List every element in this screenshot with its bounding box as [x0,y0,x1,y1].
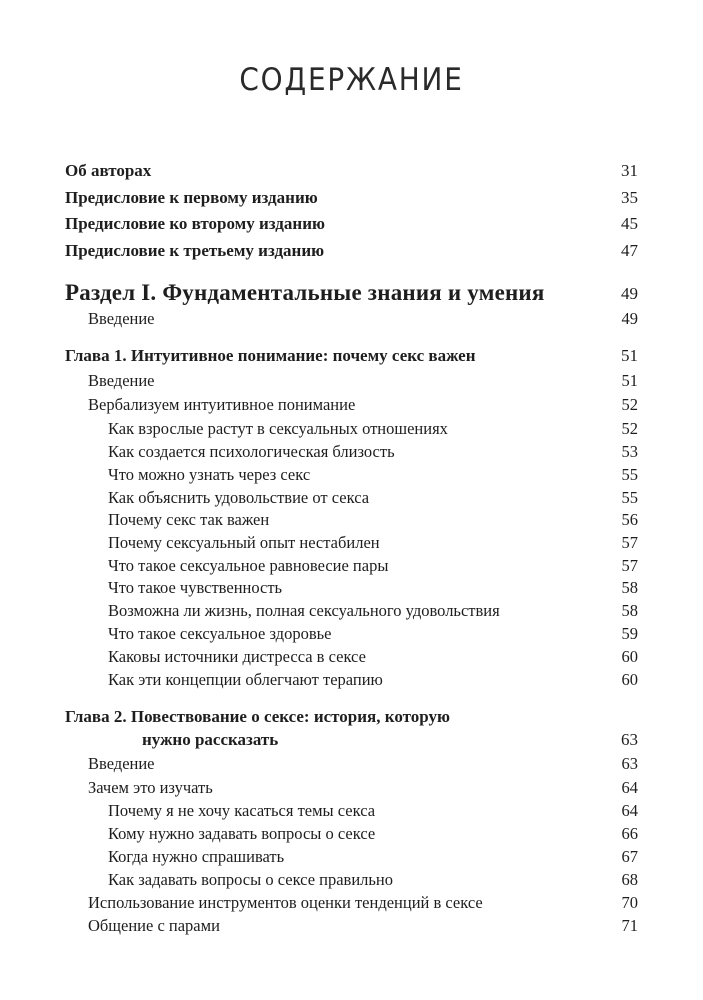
toc-entry-label: Кому нужно задавать вопросы о сексе [108,824,376,843]
toc-entry[interactable] [0,532,703,554]
page-title: СОДЕРЖАНИЕ [239,62,464,98]
toc-entry[interactable] [0,441,703,463]
toc-entry[interactable] [0,669,703,691]
toc-entry-label: Каковы источники дистресса в сексе [108,647,366,666]
toc-entry-page: 51 [621,346,638,365]
toc-entry-page: 55 [621,465,638,484]
toc-entry[interactable] [0,577,703,599]
toc-entry[interactable] [0,487,703,509]
toc-entry[interactable] [0,308,703,330]
toc-entry[interactable] [0,823,703,845]
toc-entry-label: Почему секс так важен [108,510,270,529]
toc-chapter-heading[interactable] [0,706,703,728]
toc-chapter-heading-continued[interactable] [0,729,703,751]
toc-entry-page: 58 [621,578,638,597]
toc-entry-page: 68 [621,870,638,889]
toc-entry-label: Как создается психологическая близость [108,442,395,461]
toc-entry-label: Предисловие к первому изданию [65,188,318,207]
toc-entry-label: Вербализуем интуитивное понимание [88,395,356,414]
toc-entry-page: 57 [621,533,638,552]
toc-entry-label: Как эти концепции облегчают терапию [108,670,383,689]
toc-chapter-heading[interactable] [0,345,703,367]
toc-entry[interactable] [0,915,703,937]
toc-entry[interactable] [0,418,703,440]
toc-entry-page: 51 [621,371,638,390]
toc-entry-page: 63 [621,754,638,773]
toc-part-heading[interactable] [0,282,703,304]
toc-entry-page: 67 [621,847,638,866]
toc-entry-label: Как взрослые растут в сексуальных отношениях [108,419,448,438]
toc-entry-page: 59 [621,624,638,643]
toc-entry[interactable] [0,869,703,891]
toc-entry-page: 56 [621,510,638,529]
toc-entry-page: 45 [621,214,638,233]
toc-entry-label: Возможна ли жизнь, полная сексуального удовольствия [108,601,500,620]
toc-entry[interactable] [0,464,703,486]
toc-entry-page: 58 [621,601,638,620]
toc-entry-page: 60 [621,647,638,666]
toc-entry[interactable] [0,370,703,392]
toc-entry[interactable] [0,646,703,668]
toc-entry-label: Предисловие к третьему изданию [65,241,325,260]
toc-entry[interactable] [0,846,703,868]
toc-entry-page: 63 [621,730,638,749]
toc-entry-page: 60 [621,670,638,689]
toc-entry[interactable] [0,213,703,235]
toc-entry-label: Введение [88,371,155,390]
toc-entry-label: Как объяснить удовольствие от секса [108,488,370,507]
toc-entry-label: Раздел I. Фундаментальные знания и умения [65,280,545,305]
toc-entry-page: 70 [621,893,638,912]
toc-entry-label: Как задавать вопросы о сексе правильно [108,870,394,889]
toc-entry-page: 66 [621,824,638,843]
toc-entry[interactable] [0,753,703,775]
toc-entry-label: Когда нужно спрашивать [108,847,285,866]
toc-entry[interactable] [0,600,703,622]
toc-entry-page: 52 [621,395,638,414]
toc-entry[interactable] [0,187,703,209]
toc-entry[interactable] [0,892,703,914]
toc-entry-label: Общение с парами [88,916,220,935]
toc-entry-label: Почему я не хочу касаться темы секса [108,801,376,820]
toc-entry-label: Предисловие ко второму изданию [65,214,325,233]
toc-entry-label: Что такое сексуальное здоровье [108,624,332,643]
toc-entry-label: Что такое сексуальное равновесие пары [108,556,389,575]
toc-entry[interactable] [0,777,703,799]
toc-entry-page: 64 [621,778,638,797]
toc-entry[interactable] [0,240,703,262]
toc-entry-label: Использование инструментов оценки тенденций в сексе [88,893,483,912]
toc-entry[interactable] [0,800,703,822]
toc-entry-label: Почему сексуальный опыт нестабилен [108,533,380,552]
toc-entry[interactable] [0,623,703,645]
toc-entry-label: нужно рассказать [142,730,279,749]
toc-entry-page: 49 [621,284,638,303]
toc-entry-label: Что такое чувственность [108,578,283,597]
toc-entry-page: 49 [621,309,638,328]
toc-entry-page: 52 [621,419,638,438]
toc-entry-page: 57 [621,556,638,575]
toc-entry-page: 53 [621,442,638,461]
toc-entry-page: 31 [621,161,638,180]
toc-entry[interactable] [0,160,703,182]
toc-entry-label: Об авторах [65,161,152,180]
toc-entry-label: Введение [88,754,155,773]
toc-entry-page: 35 [621,188,638,207]
toc-entry[interactable] [0,394,703,416]
toc-entry-label: Введение [88,309,155,328]
toc-entry-label: Зачем это изучать [88,778,213,797]
toc-entry-page: 55 [621,488,638,507]
toc-entry-page: 47 [621,241,638,260]
toc-entry[interactable] [0,555,703,577]
toc-entry-label: Что можно узнать через секс [108,465,311,484]
toc-entry[interactable] [0,509,703,531]
toc-entry-page: 71 [621,916,638,935]
toc-entry-label: Глава 1. Интуитивное понимание: почему секс важен [65,346,476,365]
toc-entry-label: Глава 2. Повествование о сексе: история, которую [65,707,450,726]
toc-entry-page: 64 [621,801,638,820]
